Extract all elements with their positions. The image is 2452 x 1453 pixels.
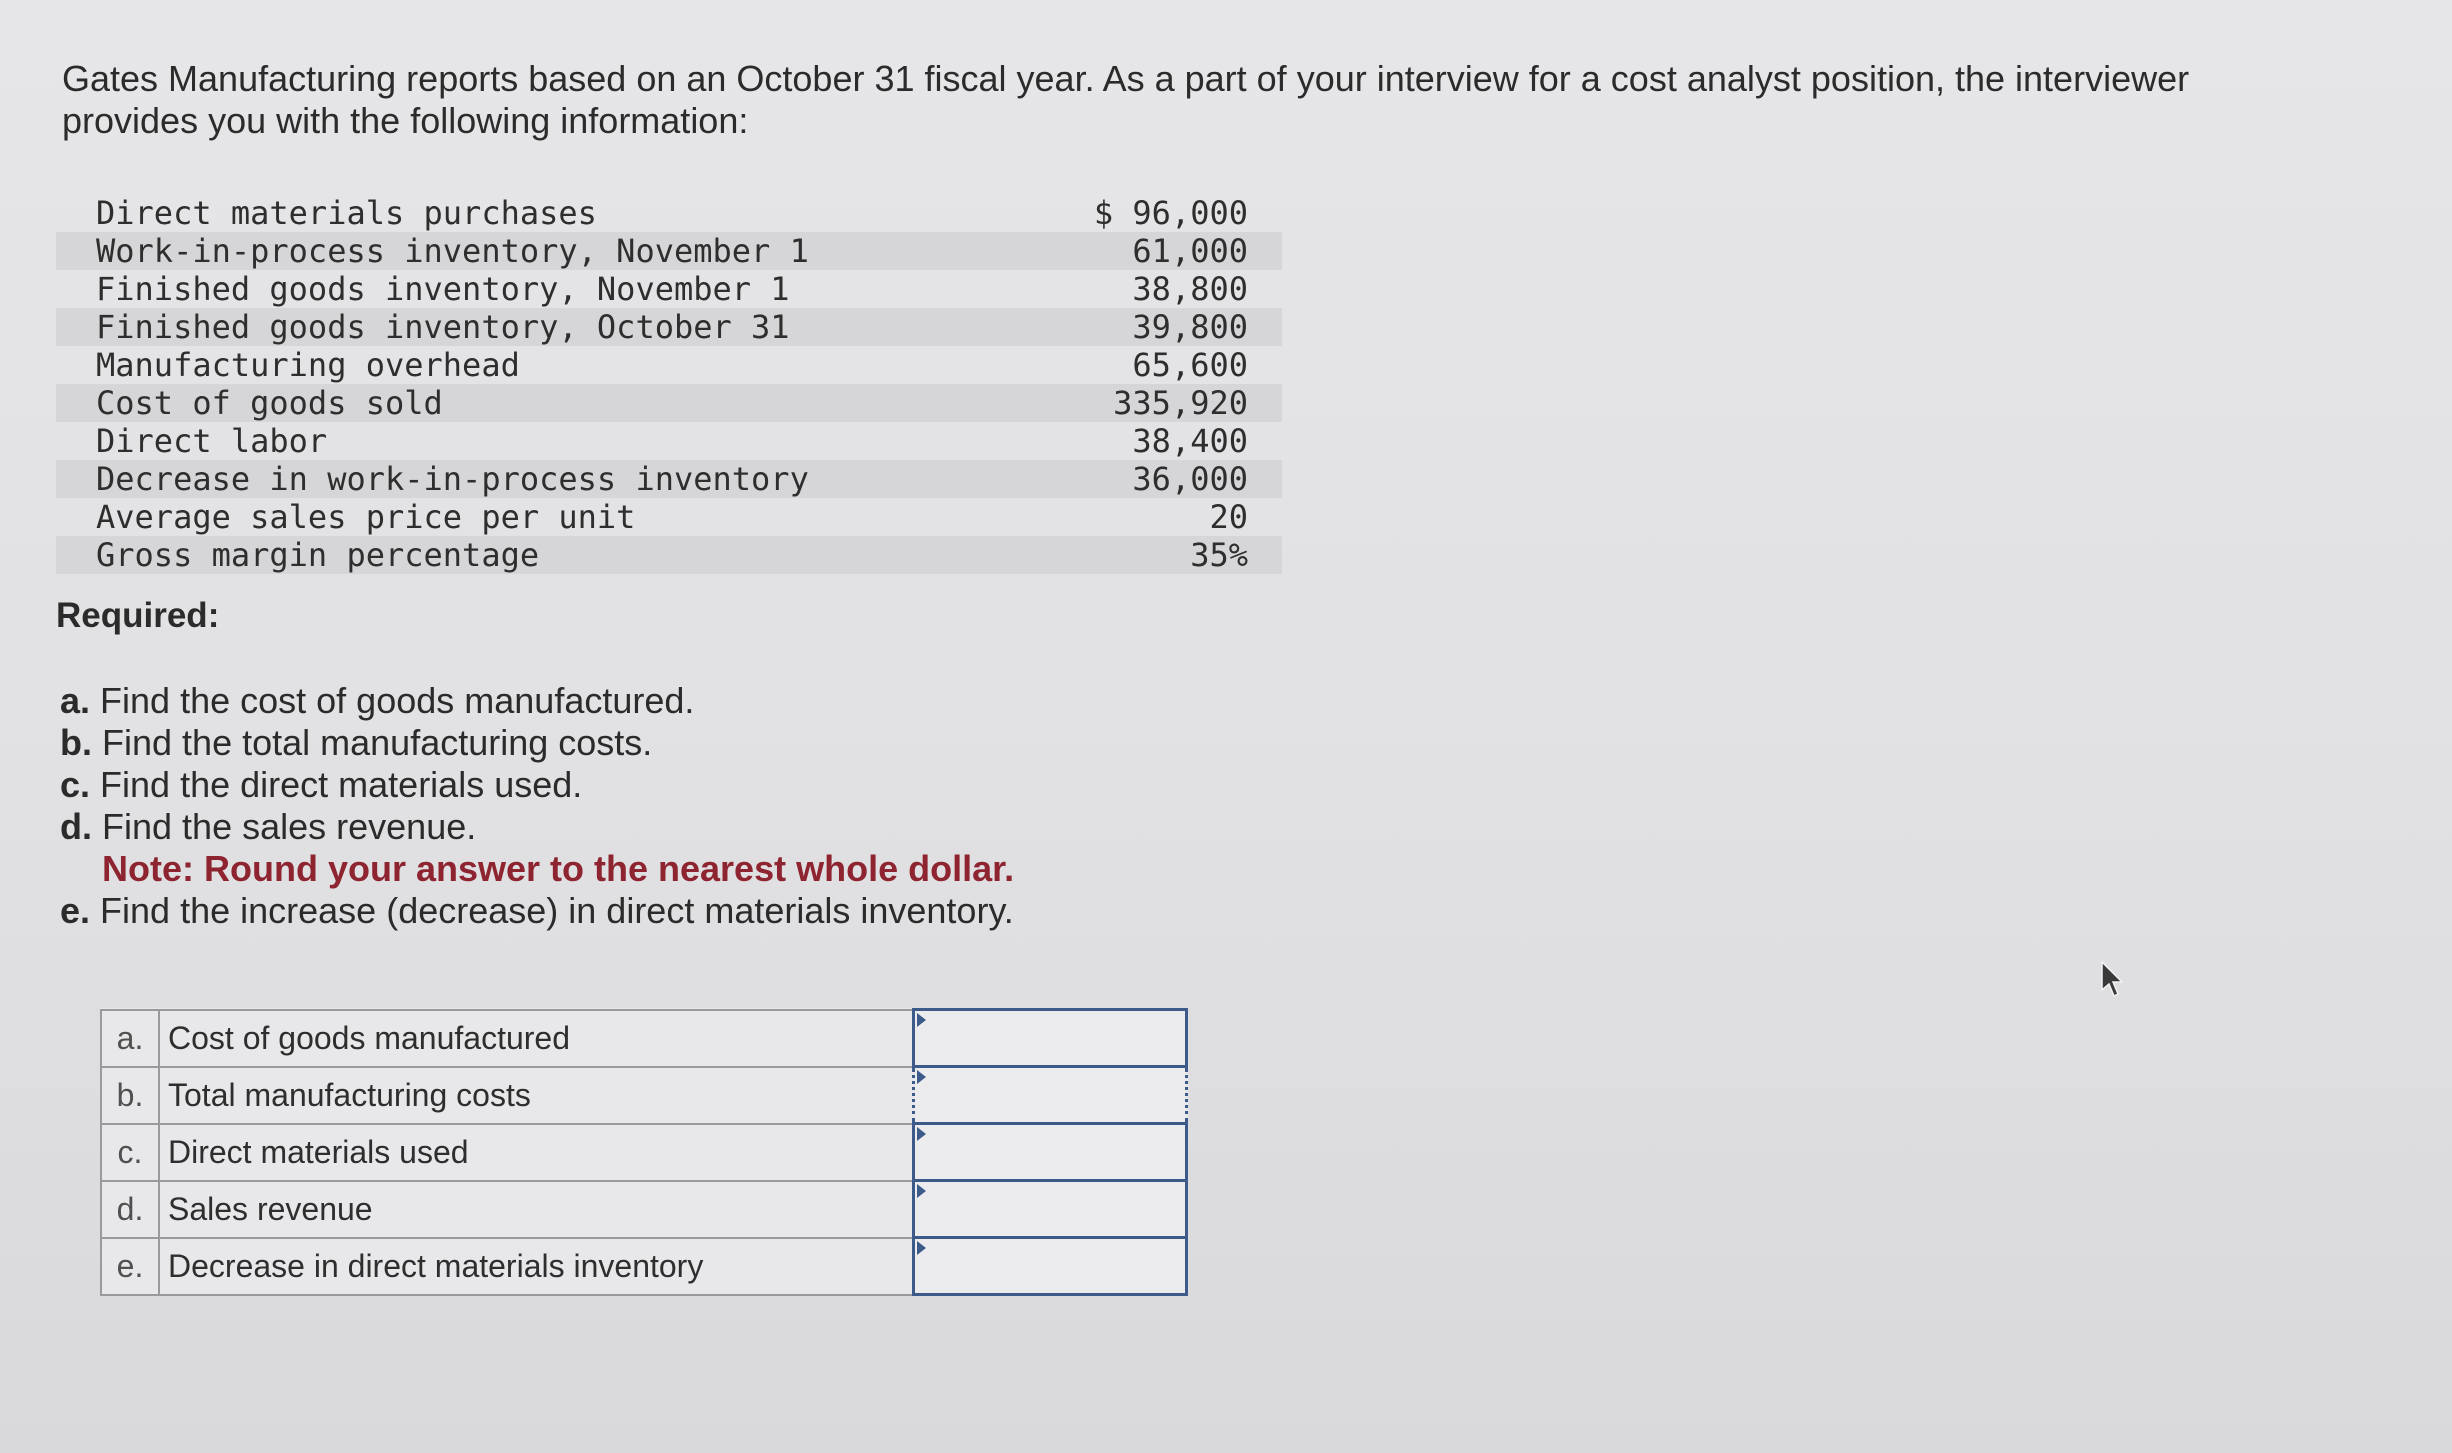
given-row <box>56 308 1282 346</box>
task-text: Find the increase (decrease) in direct materials inventory. <box>100 890 1014 931</box>
answer-row <box>101 1124 1187 1181</box>
answer-cell[interactable] <box>914 1238 1187 1295</box>
task-d <box>60 806 1014 848</box>
mouse-pointer-icon <box>2100 960 2124 1002</box>
task-list <box>60 680 1014 932</box>
given-value: 38,400 <box>1132 422 1248 460</box>
given-value: 20 <box>1209 498 1248 536</box>
task-text: Find the direct materials used. <box>100 764 583 805</box>
given-value: 39,800 <box>1037 308 1282 346</box>
given-value: 65,600 <box>1132 346 1248 384</box>
answer-letter: e. <box>101 1238 159 1295</box>
given-row <box>56 194 1282 232</box>
answer-letter: a. <box>101 1010 159 1067</box>
task-letter: a. <box>60 680 91 721</box>
given-label: Direct materials purchases <box>96 194 597 232</box>
task-c <box>60 764 1014 806</box>
answer-table <box>100 1008 1188 1296</box>
given-value: 36,000 <box>1037 460 1282 498</box>
rounding-note: Note: Round your answer to the nearest whole dollar. <box>102 848 1015 889</box>
given-label: Average sales price per unit <box>96 498 636 536</box>
given-label: Gross margin percentage <box>56 536 1037 574</box>
answer-label: Direct materials used <box>159 1124 914 1181</box>
given-row <box>56 346 1282 384</box>
given-row <box>56 232 1282 270</box>
answer-row <box>101 1067 1187 1124</box>
task-e <box>60 890 1014 932</box>
task-b <box>60 722 1014 764</box>
given-row <box>56 498 1282 536</box>
decrease-direct-materials-inventory-input[interactable] <box>915 1239 1185 1293</box>
task-a <box>60 680 1014 722</box>
given-label: Cost of goods sold <box>56 384 1037 422</box>
cost-of-goods-manufactured-input[interactable] <box>915 1011 1185 1065</box>
problem-intro: Gates Manufacturing reports based on an October 31 fiscal year. As a part of your interview for a cost analyst position, the interviewer provides you with the following information: <box>62 58 2190 141</box>
given-label: Finished goods inventory, October 31 <box>56 308 1037 346</box>
answer-cell[interactable] <box>914 1010 1187 1067</box>
answer-letter: b. <box>101 1067 159 1124</box>
task-letter: e. <box>60 890 91 931</box>
answer-row <box>101 1181 1187 1238</box>
answer-letter: c. <box>101 1124 159 1181</box>
given-value: 35% <box>1037 536 1282 574</box>
answer-label: Cost of goods manufactured <box>159 1010 914 1067</box>
task-letter: d. <box>60 806 92 847</box>
given-row <box>56 270 1282 308</box>
sales-revenue-input[interactable] <box>915 1182 1185 1236</box>
direct-materials-used-input[interactable] <box>915 1125 1185 1179</box>
answer-cell[interactable] <box>914 1181 1187 1238</box>
answer-cell[interactable] <box>914 1124 1187 1181</box>
given-value: 61,000 <box>1037 232 1282 270</box>
given-row <box>56 384 1282 422</box>
answer-row <box>101 1238 1187 1295</box>
given-value: 335,920 <box>1037 384 1282 422</box>
given-label: Manufacturing overhead <box>96 346 520 384</box>
given-row <box>56 460 1282 498</box>
given-label: Finished goods inventory, November 1 <box>96 270 790 308</box>
task-text: Find the total manufacturing costs. <box>102 722 653 763</box>
given-row <box>56 536 1282 574</box>
task-letter: b. <box>60 722 92 763</box>
task-text: Find the sales revenue. <box>102 806 477 847</box>
answer-label: Sales revenue <box>159 1181 914 1238</box>
required-heading: Required: <box>56 596 220 635</box>
task-text: Find the cost of goods manufactured. <box>100 680 695 721</box>
given-label: Work-in-process inventory, November 1 <box>56 232 1037 270</box>
answer-label: Decrease in direct materials inventory <box>159 1238 914 1295</box>
given-label: Direct labor <box>96 422 328 460</box>
answer-cell[interactable] <box>914 1067 1187 1124</box>
total-manufacturing-costs-input[interactable] <box>915 1068 1185 1122</box>
given-label: Decrease in work-in-process inventory <box>56 460 1037 498</box>
given-data-table <box>56 194 1282 574</box>
task-letter: c. <box>60 764 91 805</box>
answer-letter: d. <box>101 1181 159 1238</box>
answer-row <box>101 1010 1187 1067</box>
given-value: $ 96,000 <box>1093 194 1248 232</box>
answer-label: Total manufacturing costs <box>159 1067 914 1124</box>
given-row <box>56 422 1282 460</box>
given-value: 38,800 <box>1132 270 1248 308</box>
